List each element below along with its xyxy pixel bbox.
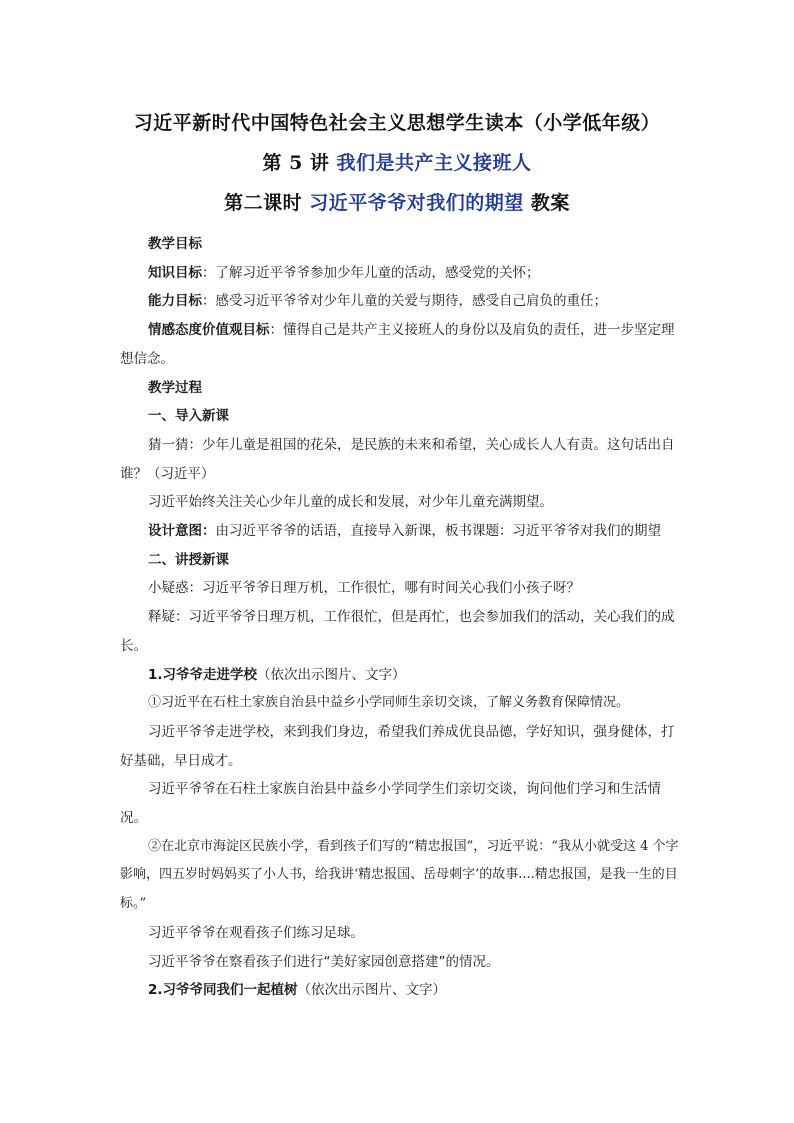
ability-goal	[120, 287, 680, 316]
item2-label: 2.习爷爷同我们一起植树	[148, 982, 298, 999]
lecture-title	[0, 148, 794, 175]
item1-paragraph-2: 习近平爷爷走进学校，来到我们身边，希望我们养成优良品德，学好知识，强身健体，打好基础，早日成才。	[120, 723, 675, 769]
item1-note: （依次出示图片、文字）	[257, 666, 406, 683]
design-intent-label: 设计意图：	[148, 523, 216, 540]
knowledge-goal-text: ：了解习近平爷爷参加少年儿童的活动，感受党的关怀；	[202, 264, 540, 281]
lesson-suffix: 教案	[530, 192, 570, 214]
knowledge-goal	[120, 259, 680, 288]
lesson-prefix: 第二课时	[224, 192, 303, 214]
lesson-body	[120, 230, 680, 1005]
attitude-goal-label: 情感态度价值观目标	[148, 322, 270, 339]
item1-paragraph-5: 习近平爷爷在观看孩子们练习足球。	[148, 924, 364, 941]
section-intro-heading: 一、导入新课	[148, 408, 229, 425]
goals-heading: 教学目标	[148, 236, 202, 252]
item1-paragraph-3: 习近平爷爷在石柱土家族自治县中益乡小学同学生们亲切交谈，询问他们学习和生活情况。	[120, 781, 661, 827]
knowledge-goal-label: 知识目标	[148, 264, 202, 281]
ability-goal-text: ：感受习近平爷爷对少年儿童的关爱与期待，感受自己肩负的重任；	[202, 293, 607, 310]
doubt-paragraph: 小疑惑：习近平爷爷日理万机，工作很忙，哪有时间关心我们小孩子呀？	[148, 580, 580, 597]
document-title	[0, 108, 794, 135]
item1-paragraph-4: ②在北京市海淀区民族小学，看到孩子们写的“精忠报国”，习近平说：“我从小就受这 4 个字影响，四五岁时妈妈买了小人书，给我讲‘精忠报国、岳母刺字’的故事....精忠报国，是我一生的目标。”	[120, 838, 679, 912]
attitude-goal-text: ：懂得自己是共产主义接班人的身份以及肩负的责任，进一步坚定理想信念。	[120, 322, 675, 367]
lesson-title	[0, 188, 794, 215]
design-intent-text: 由习近平爷爷的话语，直接导入新课，板书课题：习近平爷爷对我们的期望	[215, 523, 661, 540]
ability-goal-label: 能力目标	[148, 293, 202, 310]
design-intent	[120, 517, 680, 546]
lecture-name: 我们是共产主义接班人	[336, 152, 532, 174]
process-heading: 教学过程	[148, 379, 202, 396]
item2-heading	[120, 976, 680, 1005]
item1-paragraph-1: ①习近平在石柱土家族自治县中益乡小学同师生亲切交谈，了解义务教育保障情况。	[148, 695, 630, 711]
item1-label: 1.习爷爷走进学校	[148, 666, 258, 683]
item1-heading	[120, 661, 680, 690]
lesson-name: 习近平爷爷对我们的期望	[309, 192, 524, 214]
answer-paragraph: 释疑：习近平爷爷日理万机，工作很忙，但是再忙，也会参加我们的活动，关心我们的成长。	[120, 609, 675, 654]
section-teach-heading: 二、讲授新课	[148, 551, 229, 568]
lecture-prefix: 第 5 讲	[262, 152, 330, 174]
guess-paragraph: 猜一猜：少年儿童是祖国的花朵，是民族的未来和希望，关心成长人人有责。这句话出自谁？（习近平）	[120, 436, 675, 482]
main-title: 习近平新时代中国特色社会主义思想学生读本（小学低年级）	[133, 112, 661, 134]
item2-note: （依次出示图片、文字）	[297, 982, 447, 999]
attitude-goal	[120, 316, 680, 373]
concern-paragraph: 习近平始终关注关心少年儿童的成长和发展，对少年儿童充满期望。	[148, 494, 553, 511]
item1-paragraph-6: 习近平爷爷在察看孩子们进行“美好家园创意搭建”的情况。	[148, 953, 500, 970]
